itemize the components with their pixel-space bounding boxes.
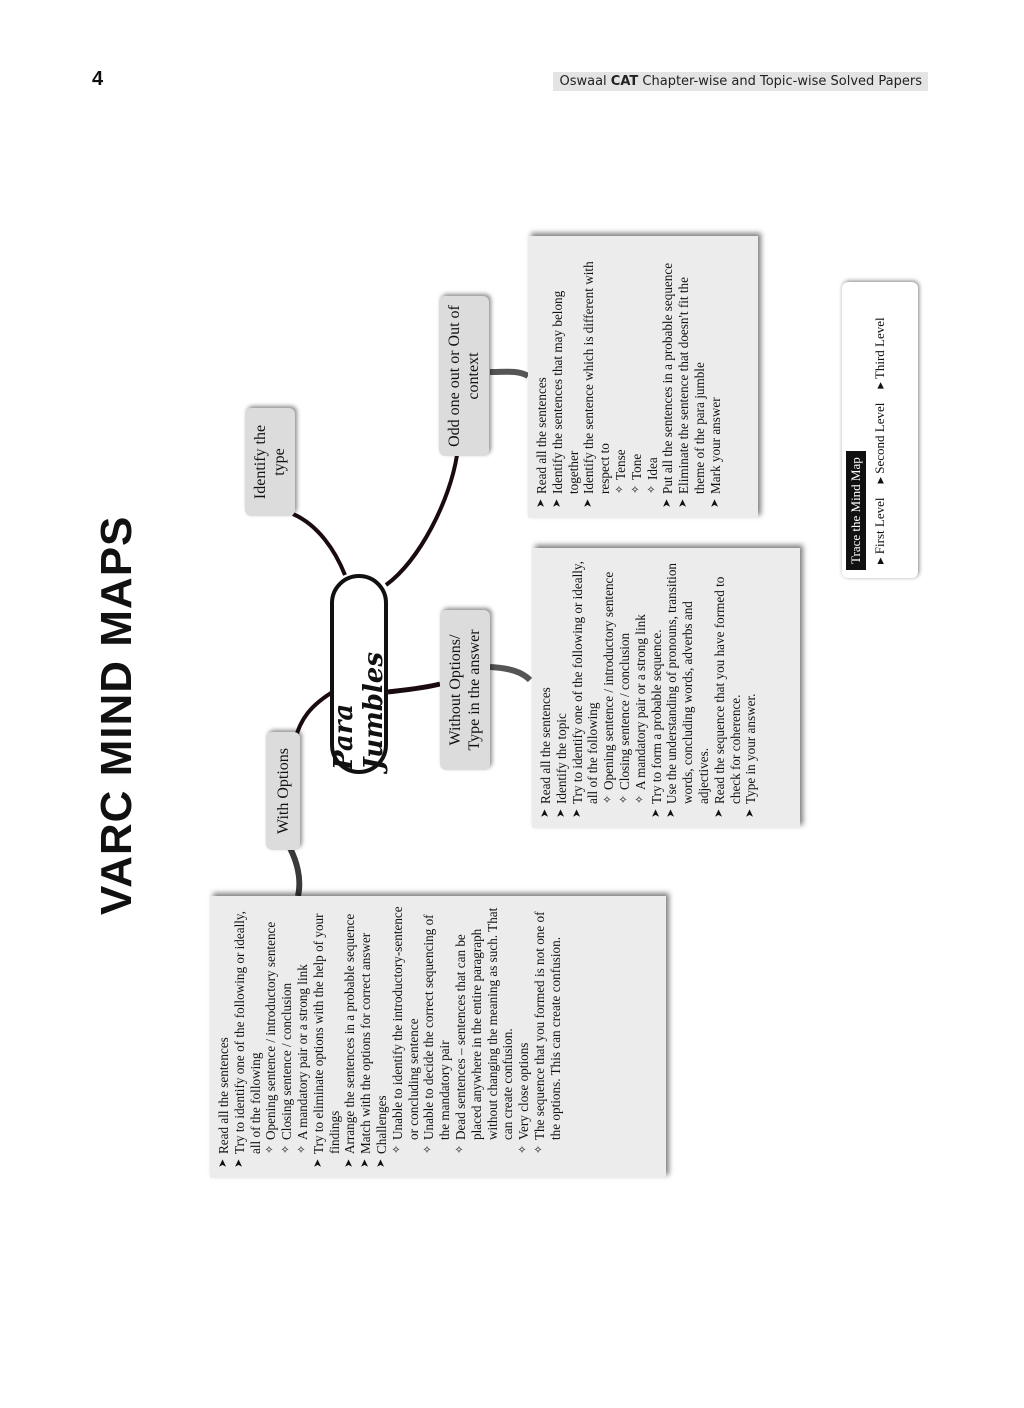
connector-center-without-options: [388, 684, 440, 692]
sub-point: ✧ Idea: [645, 246, 661, 494]
sub-point: ✧ Closing sentence / conclusion: [279, 906, 295, 1154]
legend-items: [872, 290, 888, 570]
main-point: ➤ Try to identify one of the following or ideally, all of the following: [232, 906, 264, 1168]
main-point: ➤ Try to identify one of the following or ideally, all of the following: [570, 558, 602, 818]
box-without-options-list: [538, 558, 759, 818]
main-point: ➤ Identify the sentences that may belong together: [550, 246, 582, 508]
legend-second-level-label: Second Level: [872, 402, 887, 474]
main-point: ➤ Try to eliminate options with the help of your findings: [311, 906, 343, 1168]
sub-point: ✧ Dead sentences – sentences that can be placed anywhere in the entire paragraph without changing the meaning as such. That can create confusion.: [453, 906, 516, 1154]
connector-center-odd: [386, 455, 457, 585]
node-odd-one-out: Odd one out or Out of context: [439, 296, 489, 456]
main-point: ➤ Identify the topic: [554, 558, 570, 818]
center-node: Para Jumbles: [330, 574, 388, 774]
legend-second-level: ▸ Second Level: [872, 402, 887, 484]
page-number: 4: [92, 68, 104, 90]
box-without-options: [532, 548, 800, 828]
sub-point: ✧ Opening sentence / introductory sentence: [601, 558, 617, 804]
main-point: ➤ Read all the sentences: [216, 906, 232, 1168]
header-brand: CAT: [610, 74, 639, 89]
sub-point: ✧ Unable to identify the introductory-sentence or concluding sentence: [390, 906, 422, 1154]
header-prefix: Oswaal: [559, 74, 607, 89]
node-with-options: With Options: [266, 732, 300, 850]
main-point: ➤ Type in your answer.: [743, 558, 759, 818]
main-point: ➤ Try to form a probable sequence.: [649, 558, 665, 818]
main-point: ➤ Put all the sentences in a probable sequence: [660, 246, 676, 508]
sub-point: ✧ A mandatory pair or a strong link: [295, 906, 311, 1154]
node-without-options: Without Options/ Type in the answer: [440, 610, 490, 770]
sub-point: ✧ Very close options: [516, 906, 532, 1154]
main-point: ➤ Challenges: [374, 906, 390, 1168]
sub-point: ✧ The sequence that you formed is not one of the options. This can create confusion.: [532, 906, 564, 1154]
header-suffix: Chapter-wise and Topic-wise Solved Papers: [642, 74, 922, 89]
legend-third-level-label: Third Level: [872, 317, 887, 380]
legend-third-level: ▸ Third Level: [872, 317, 887, 389]
main-point: ➤ Use the understanding of pronouns, transition words, concluding words, adverbs and adjectives.: [664, 558, 711, 818]
sub-point: ✧ Closing sentence / conclusion: [617, 558, 633, 804]
main-point: ➤ Mark your answer: [708, 246, 724, 508]
box-with-options-list: [216, 906, 564, 1168]
connector-with-options-box: [290, 848, 299, 896]
main-point: ➤ Identify the sentence which is different with respect to: [581, 246, 613, 508]
sub-point: ✧ Tone: [629, 246, 645, 494]
main-point: ➤ Match with the options for correct answer: [358, 906, 374, 1168]
legend: [842, 282, 918, 578]
connector-odd-box: [490, 372, 528, 376]
main-point: ➤ Arrange the sentences in a probable sequence: [342, 906, 358, 1168]
node-identify-type: Identify the type: [245, 408, 295, 516]
main-point: ➤ Eliminate the sentence that doesn't fit the theme of the para jumble: [676, 246, 708, 508]
connector-center-identify: [293, 514, 345, 575]
sub-point: ✧ A mandatory pair or a strong link: [633, 558, 649, 804]
legend-first-level: ▸ First Level: [872, 497, 887, 564]
legend-first-level-label: First Level: [872, 497, 887, 555]
box-odd-one-out-list: [534, 246, 724, 508]
sub-point: ✧ Opening sentence / introductory sentence: [263, 906, 279, 1154]
sub-point: ✧ Tense: [613, 246, 629, 494]
box-with-options: [210, 896, 666, 1178]
main-point: ➤ Read the sequence that you have formed to check for coherence.: [712, 558, 744, 818]
main-point: ➤ Read all the sentences: [538, 558, 554, 818]
section-title: VARC MIND MAPS: [92, 515, 141, 915]
legend-title: Trace the Mind Map: [846, 451, 866, 570]
box-odd-one-out: [528, 236, 758, 518]
sub-point: ✧ Unable to decide the correct sequencing of the mandatory pair: [421, 906, 453, 1154]
main-point: ➤ Read all the sentences: [534, 246, 550, 508]
connector-without-box: [490, 667, 530, 680]
